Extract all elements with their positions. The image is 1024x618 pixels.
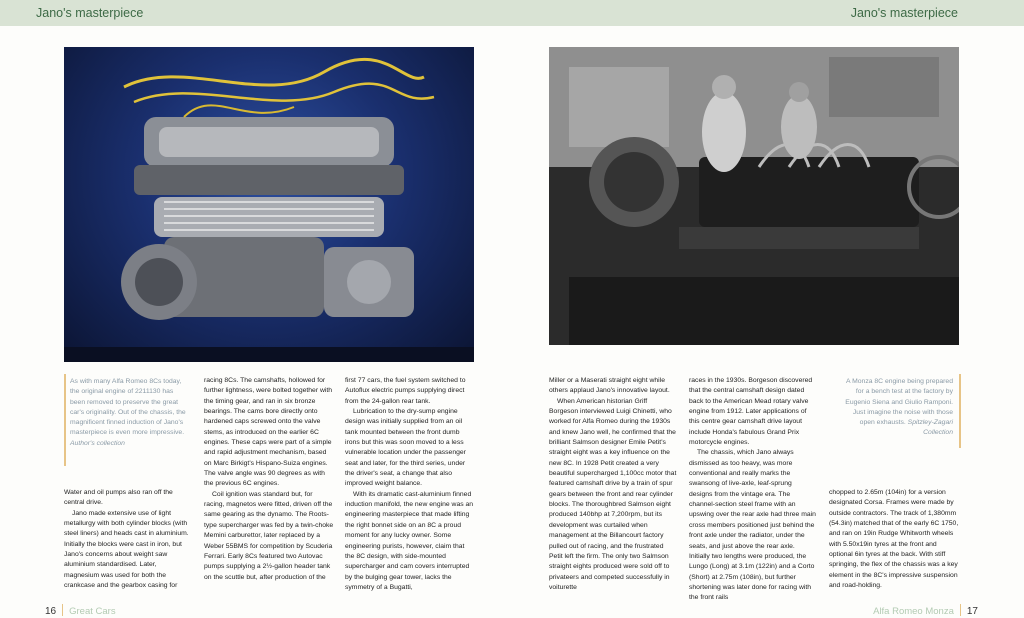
footer-separator (960, 604, 961, 616)
paragraph: The chassis, which Jano always dismissed as too heavy, was more conventional and really marks the swansong of live-axle, leaf-sprung designs from the vintage era. The channel-section steel frame with an upswing over the rear axle had three main cross members positioned just behind the front axle under the radiator, under the seats, and just above the rear axle. Initially two lengths were produced, the Lungo (Long) at 3.1m (122in) and a Corto (Short) at 2.75m (108in), but further shortening was later done for racing with the front rails (689, 449, 816, 602)
footer-series-label: Great Cars (69, 606, 116, 617)
paragraph: With its dramatic cast-aluminium finned induction manifold, the new engine was an engineering masterpiece that made lifting the right bonnet side on an 8C a proud moment for any lucky owner. Some engineering purists, however, claim that the 8C design, with side-mounted supercharger and cam covers interrupted by the bulging gear tower, lacks the symmetry of a Bugatti, (345, 490, 474, 591)
paragraph: racing 8Cs. The camshafts, hollowed for further lightness, were bolted together with the timing gear, and ran in six bronze bearings. The cams bore directly onto hardened caps screwed onto the valve stems, as introduced on the earlier 6C engines. These caps were part of a simple and rapid adjustment mechanism, based on Marc Birkigt's Hispano-Suiza engines. The valve angle was 90 degrees as with the previous 6C engines. (204, 377, 333, 488)
footer-book-label: Alfa Romeo Monza (873, 606, 954, 617)
caption-left-text: As with many Alfa Romeo 8Cs today, the original engine of 2211130 has been removed to preserve the great car's originality. Out of the chassis, the magnificent finned induction of Jano's masterpiece is even more impressive. (70, 378, 186, 437)
paragraph: Miller or a Maserati straight eight while others applaud Jano's innovative layout. (549, 377, 670, 395)
caption-right-text: A Monza 8C engine being prepared for a bench test at the factory by Eugenio Siena and Giulio Ramponi. Just imagine the noise with those open exhausts. (845, 378, 953, 427)
footer-right (873, 604, 978, 617)
body-column-6 (829, 488, 959, 591)
caption-right-credit: Spitzley-Zagari Collection (907, 419, 953, 437)
paragraph: Lubrication to the dry-sump engine design was initially supplied from an oil tank mounted between the front dumb irons but this was soon moved to a less vulnerable location under the passenger seat and later, for the third series, under the driver's seat, a change that also improved weight balance. (345, 408, 466, 488)
footer-separator (62, 604, 63, 616)
page-number-left: 16 (45, 606, 57, 617)
body-column-2 (204, 376, 334, 583)
paragraph: first 77 cars, the fuel system switched to Autoflux electric pumps supplying direct from the 24-gallon rear tank. (345, 377, 466, 405)
header-title-left: Jano's masterpiece (36, 6, 144, 20)
paragraph: Water and oil pumps also ran off the central drive. (64, 489, 173, 507)
caption-right-accent-rule (959, 374, 961, 448)
body-column-3 (345, 376, 475, 593)
caption-right (838, 377, 953, 439)
engine-illustration (64, 47, 474, 362)
paragraph: chopped to 2.65m (104in) for a version designated Corsa. Frames were made by outside contractors. The track of 1,380mm (54.3in) matched that of the early 6C 1750, and ran on 19in Rudge Whitworth wheels with 5.50x19in tyres at the front and optional 6in tyres at the back. With stiff springing, the flex of the chassis was a key element in the 8C's impressive suspension and road-holding. (829, 489, 959, 590)
engine-photo (64, 47, 474, 362)
caption-left (70, 377, 188, 449)
paragraph: Jano made extensive use of light metallurgy with both cylinder blocks (with steel liners) and heads cast in aluminium. Initially the blocks were cast in iron, but Jano's concerns about weight saw aluminium standardised. Later, magnesium was used for both the crankcase and the gearbox casing for (64, 509, 189, 590)
body-column-4 (549, 376, 677, 593)
body-column-5 (689, 376, 817, 604)
page-number-right: 17 (966, 606, 978, 617)
footer-left (45, 604, 116, 617)
factory-illustration (549, 47, 959, 345)
caption-left-accent-rule (64, 374, 66, 466)
header-title-right: Jano's masterpiece (850, 6, 958, 20)
caption-left-credit: Author's collection (70, 439, 125, 447)
body-column-1 (64, 488, 189, 591)
paragraph: When American historian Griff Borgeson interviewed Luigi Chinetti, who worked for Alfa Romeo during the 1930s and knew Jano well, he confirmed that the brilliant Salmson designer Emile Petit's straight eight was a key influence on the new 8C. In 1928 Petit created a very beautiful supercharged 1,100cc motor that featured camshaft drive by a train of spur gears between the front and rear cylinder blocks. The thoroughbred Salmson eight produced 140bhp at 7,200rpm, but its development was curtailed when management at the Billancourt factory pulled out of racing, and the frustrated Petit left the firm. The only two Salmson straight eights produced were sold off to privateers and competed successfully in voiturette (549, 397, 677, 591)
running-header (0, 0, 1024, 26)
factory-bench-photo (549, 47, 959, 345)
paragraph: Coil ignition was standard but, for racing, magnetos were fitted, driven off the same gearing as the dynamo. The Roots-type supercharger was fed by a twin-choke Memini carburettor, later replaced by a Weber 55BMS for competition by Scuderia Ferrari. Early 8Cs featured two Autovac pumps supplying a 2½-gallon header tank on the scuttle but, after production of the (204, 490, 334, 581)
paragraph: races in the 1930s. Borgeson discovered that the central camshaft design dated back to the American Mead rotary valve engine from 1912. Later applications of this centre gear camshaft drive layout include Honda's fabulous Grand Prix motorcycle engines. (689, 377, 813, 447)
